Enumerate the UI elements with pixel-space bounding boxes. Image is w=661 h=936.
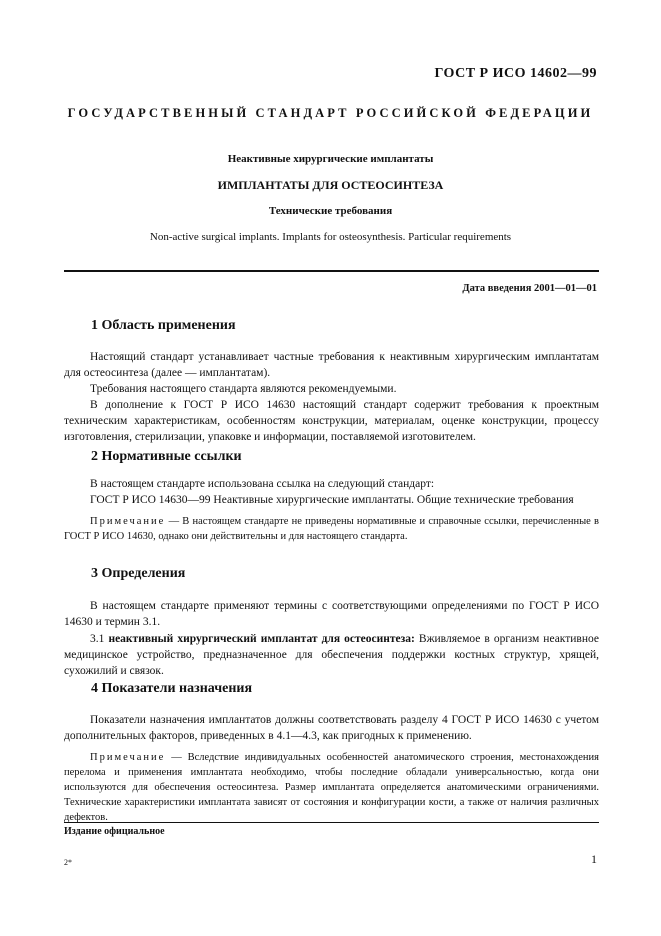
title-divider xyxy=(64,270,599,272)
page-number: 1 xyxy=(591,852,597,866)
section-4-note xyxy=(64,750,599,825)
section-3-term-definition xyxy=(64,631,599,679)
note-text: — В настоящем стандарте не приведены нормативные и справочные ссылки, перечисленные в ГОСТ Р ИСО 14630, однако они действительны и для настоящего стандарта. xyxy=(64,516,599,542)
footer-divider xyxy=(64,822,599,823)
note-text: — Вследствие индивидуальных особенностей анатомического строения, местонахождения перелома и применения имплантата необходимо, чтобы последние обладали универсальностью, когда они используются для обеспечения остеосинтеза. Размер имплантата определяется анатомическими ограничениями. Технические характеристики имплантата зависят от состояния и конфигурации кости, а также от наличия различных дефектов. xyxy=(64,752,599,823)
section-2-note xyxy=(64,514,599,544)
section-4-body xyxy=(64,712,599,825)
document-number: ГОСТ Р ИСО 14602—99 xyxy=(434,66,597,81)
section-1-paragraph-3: В дополнение к ГОСТ Р ИСО 14630 настоящий стандарт содержит требования к проектным техническим характеристикам, особенностям конструкции, материалам, оценке конструкции, процессу изготовления, стерилизации, упаковке и информации, поставляемой изготовителем. xyxy=(64,399,599,443)
term-name: неактивный хирургический имплантат для остеосинтеза: xyxy=(108,633,415,645)
section-1-paragraph-2: Требования настоящего стандарта являются рекомендуемыми. xyxy=(90,383,397,395)
note-label: Примечание xyxy=(90,752,166,763)
section-3-body xyxy=(64,598,599,679)
section-4-paragraph-1: Показатели назначения имплантатов должны соответствовать разделу 4 ГОСТ Р ИСО 14630 с учетом дополнительных факторов, приведенных в 4.1—4.3, как пригодных к применению. xyxy=(64,714,599,742)
section-2-paragraph-2: ГОСТ Р ИСО 14630—99 Неактивные хирургические имплантаты. Общие технические требования xyxy=(90,494,574,506)
section-2-body xyxy=(64,476,599,544)
section-1-paragraph-1: Настоящий стандарт устанавливает частные требования к неактивным хирургическим имплантатам для остеосинтеза (далее — имплантатам). xyxy=(64,351,599,379)
title-line-1: Неактивные хирургические имплантаты xyxy=(227,153,434,165)
term-definition: Вживляемое в организм неактивное медицинское устройство, предназначенное для обеспечения поддержки костных структур, хрящей, сухожилий и связок. xyxy=(64,633,599,677)
state-standard-title: ГОСУДАРСТВЕННЫЙ СТАНДАРТ РОССИЙСКОЙ ФЕДЕРАЦИИ xyxy=(67,106,594,120)
section-1-heading: 1 Область применения xyxy=(91,318,236,333)
edition-label: Издание официальное xyxy=(64,826,165,837)
footer-mark: 2* xyxy=(64,858,72,867)
title-main: ИМПЛАНТАТЫ ДЛЯ ОСТЕОСИНТЕЗА xyxy=(217,178,444,192)
section-2-paragraph-1: В настоящем стандарте использована ссылка на следующий стандарт: xyxy=(90,478,435,490)
note-label: Примечание xyxy=(90,516,166,527)
title-english: Non-active surgical implants. Implants for osteosynthesis. Particular requirements xyxy=(149,231,512,243)
section-2-heading: 2 Нормативные ссылки xyxy=(91,449,242,464)
section-3-heading: 3 Определения xyxy=(91,566,186,581)
introduction-date: Дата введения 2001—01—01 xyxy=(462,283,597,294)
term-number: 3.1 xyxy=(90,633,109,645)
section-1-body xyxy=(64,349,599,445)
section-4-heading: 4 Показатели назначения xyxy=(91,681,253,696)
section-3-paragraph-1: В настоящем стандарте применяют термины с соответствующими определениями по ГОСТ Р ИСО 14630 и термин 3.1. xyxy=(64,600,599,628)
title-subtitle: Технические требования xyxy=(268,205,393,217)
